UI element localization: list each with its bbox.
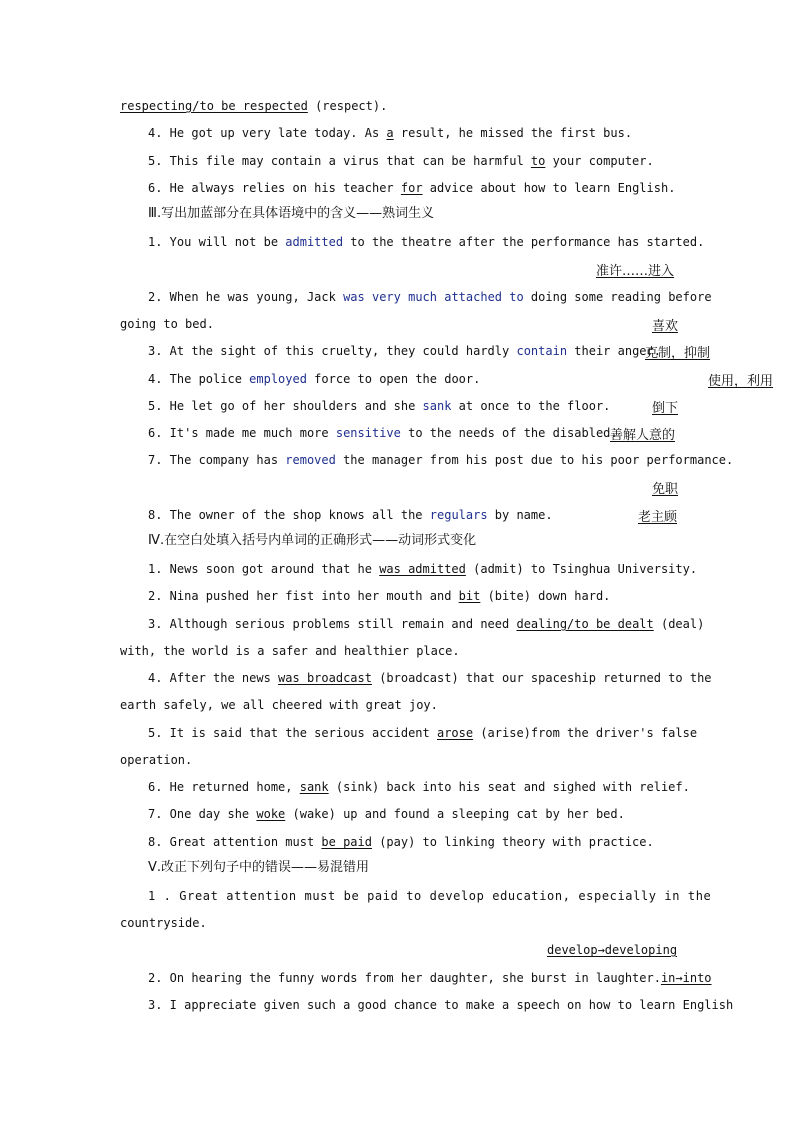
highlighted-word: employed xyxy=(249,372,307,386)
answer: respecting/to be respected xyxy=(120,99,308,113)
section-5-heading: Ⅴ.改正下列句子中的错误——易混错用 xyxy=(148,860,370,875)
sec4-q3-line2: with, the world is a safer and healthier place. xyxy=(120,644,460,658)
sec3-q2-line2: going to bed. xyxy=(120,317,214,331)
sec3-q1: 1. You will not be admitted to the theatre after the performance has started. xyxy=(148,235,705,249)
sec3-q3-answer: 克制，抑制 xyxy=(645,346,711,361)
answer: was admitted xyxy=(379,562,466,576)
answer: for xyxy=(400,181,423,195)
sec3-q7-answer: 免职 xyxy=(652,482,679,497)
sec3-q8: 8. The owner of the shop knows all the regulars by name. xyxy=(148,508,553,522)
sec5-q1-answer: develop→developing xyxy=(547,943,678,957)
answer: was broadcast xyxy=(278,671,372,685)
sec3-q2: 2. When he was young, Jack was very much attached to doing some reading before xyxy=(148,290,712,304)
highlighted-word: admitted xyxy=(285,235,344,249)
sec2-q4: 4. He got up very late today. As a result, he missed the first bus. xyxy=(148,126,633,140)
sec2-line-0: respecting/to be respected (respect). xyxy=(120,99,388,113)
highlighted-word: sensitive xyxy=(335,426,401,440)
sec3-q5: 5. He let go of her shoulders and she sank at once to the floor. xyxy=(148,399,611,413)
answer: arose xyxy=(436,726,474,740)
answer: a xyxy=(386,126,394,140)
sec3-q7: 7. The company has removed the manager from his post due to his poor performance. xyxy=(148,453,734,467)
sec3-q8-answer: 老主顾 xyxy=(638,510,678,525)
sec5-q1: 1 . Great attention must be paid to develop education, especially in the xyxy=(148,889,712,903)
highlighted-word: was very much attached to xyxy=(343,290,524,304)
sec5-q2: 2. On hearing the funny words from her daughter, she burst in laughter.in→into xyxy=(148,971,712,985)
sec4-q4: 4. After the news was broadcast (broadcast) that our spaceship returned to the xyxy=(148,671,712,685)
answer: bit xyxy=(458,589,481,603)
highlighted-word: sank xyxy=(422,399,452,413)
sec3-q1-answer: 准许……进入 xyxy=(596,264,675,279)
answer: sank xyxy=(299,780,329,794)
sec4-q5: 5. It is said that the serious accident arose (arise)from the driver's false xyxy=(148,726,698,740)
sec3-q5-answer: 倒下 xyxy=(652,401,679,416)
section-3-heading: Ⅲ.写出加蓝部分在具体语境中的含义——熟词生义 xyxy=(148,206,435,221)
highlighted-word: removed xyxy=(285,453,336,467)
sec4-q1: 1. News soon got around that he was admitted (admit) to Tsinghua University. xyxy=(148,562,698,576)
answer: woke xyxy=(256,807,286,821)
highlighted-word: regulars xyxy=(429,508,488,522)
sec4-q6: 6. He returned home, sank (sink) back into his seat and sighed with relief. xyxy=(148,780,690,794)
answer: in→into xyxy=(660,971,712,985)
sec4-q2: 2. Nina pushed her fist into her mouth and bit (bite) down hard. xyxy=(148,589,611,603)
highlighted-word: contain xyxy=(516,344,568,358)
sec4-q4-line2: earth safely, we all cheered with great joy. xyxy=(120,698,438,712)
sec3-q6-answer: 善解人意的 xyxy=(610,428,676,443)
sec4-q7: 7. One day she woke (wake) up and found a sleeping cat by her bed. xyxy=(148,807,625,821)
sec5-q3: 3. I appreciate given such a good chance to make a speech on how to learn English xyxy=(148,998,734,1012)
sec4-q8: 8. Great attention must be paid (pay) to linking theory with practice. xyxy=(148,835,654,849)
answer: to xyxy=(530,154,546,168)
sec4-q5-line2: operation. xyxy=(120,753,193,767)
sec3-q6: 6. It's made me much more sensitive to the needs of the disabled. xyxy=(148,426,618,440)
sec3-q3: 3. At the sight of this cruelty, they could hardly contain their anger. xyxy=(148,344,661,358)
sec3-q4: 4. The police employed force to open the door. xyxy=(148,372,481,386)
sec2-q5: 5. This file may contain a virus that can be harmful to your computer. xyxy=(148,154,654,168)
answer: dealing/to be dealt xyxy=(516,617,654,631)
answer: be paid xyxy=(321,835,372,849)
sec2-q6: 6. He always relies on his teacher for advice about how to learn English. xyxy=(148,181,676,195)
sec4-q3: 3. Although serious problems still remain and need dealing/to be dealt (deal) xyxy=(148,617,705,631)
sec3-q4-answer: 使用，利用 xyxy=(708,374,774,389)
sec5-q1-line2: countryside. xyxy=(120,916,207,930)
sec3-q2-answer: 喜欢 xyxy=(652,319,679,334)
section-4-heading: Ⅳ.在空白处填入括号内单词的正确形式——动词形式变化 xyxy=(148,533,477,548)
